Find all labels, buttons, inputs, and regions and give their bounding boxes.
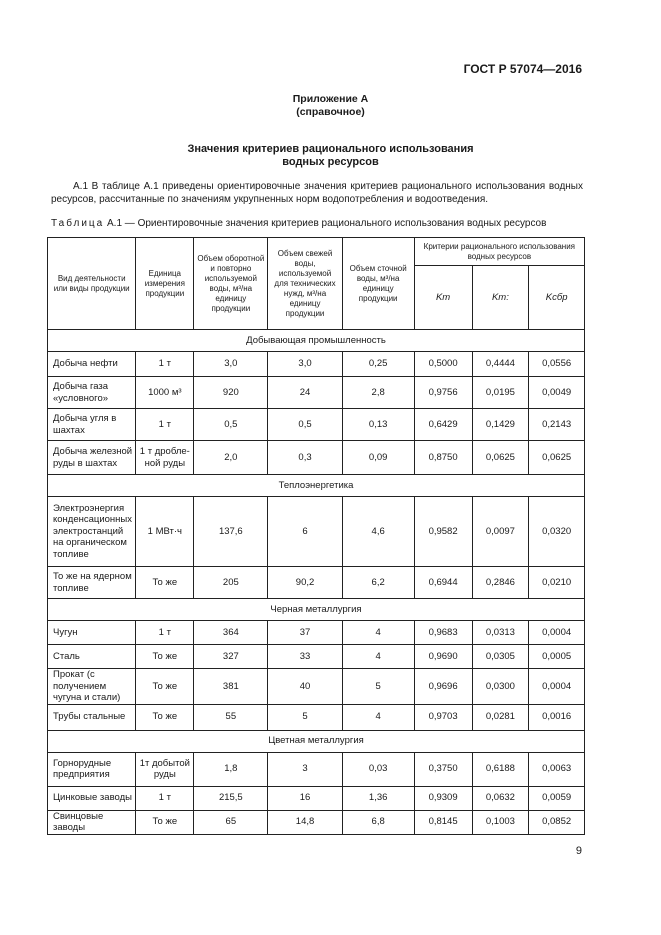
table-row: То же на ядерном топливе То же 205 90,2 6,2 0,6944 0,2846 0,0210 [48, 567, 585, 599]
col-activity-header: Вид деятельности или виды продукции [48, 238, 136, 330]
col-fresh-label: Объем свежей воды, используемой для технических нужд, м³/на единицу продукции [274, 248, 336, 318]
table-row: Трубы стальные То же 55 5 4 0,9703 0,0281 0,0016 [48, 704, 585, 730]
col-recycled-label: Объем оборотной и повторно используемой воды, м³/на единицу продукции [197, 253, 265, 313]
heading-line-1: Значения критериев рационального использования [187, 143, 474, 155]
appendix-type: (справочное) [296, 106, 365, 118]
table-row: Горнорудные предприятия 1т добытой руды 1,8 3 0,03 0,3750 0,6188 0,0063 [48, 752, 585, 786]
col-waste-header [342, 238, 414, 330]
col-recycled-header [194, 238, 268, 330]
col-waste-label: Объем сточной воды, м³/на единицу продукции [349, 263, 407, 303]
col-kt2-header: Kт: [472, 266, 529, 330]
table-row: Цинковые заводы 1 т 215,5 16 1,36 0,9309 0,0632 0,0059 [48, 786, 585, 810]
col-fresh-header [268, 238, 342, 330]
section-title: Цветная металлургия [48, 730, 585, 752]
table-row: Прокат (с получением чугуна и стали) То же 381 40 5 0,9696 0,0300 0,0004 [48, 669, 585, 705]
section-title: Добывающая промышленность [48, 330, 585, 352]
heading-line-2: водных ресурсов [282, 156, 379, 168]
table-row: Свинцовые заводы То же 65 14,8 6,8 0,8145 0,1003 0,0852 [48, 810, 585, 834]
col-unit-header: Единица измерения продукции [136, 238, 194, 330]
page-number: 9 [575, 845, 582, 857]
section-title: Теплоэнергетика [48, 475, 585, 497]
table-row: Сталь То же 327 33 4 0,9690 0,0305 0,0005 [48, 645, 585, 669]
criteria-table [47, 237, 585, 835]
table-row: Электроэнергия конденсационных электростанций на органическом топливе 1 МВт·ч 137,6 6 4,6 0,9582 0,0097 0,0320 [48, 497, 585, 567]
table-row: Добыча нефти 1 т 3,0 3,0 0,25 0,5000 0,4444 0,0556 [48, 352, 585, 377]
standard-number: ГОСТ Р 57074—2016 [463, 62, 582, 76]
appendix-title: Приложение А [292, 93, 369, 105]
table-caption [51, 218, 546, 229]
table-row: Добыча угля в шахтах 1 т 0,5 0,5 0,13 0,6429 0,1429 0,2143 [48, 409, 585, 441]
section-title: Черная металлургия [48, 599, 585, 621]
intro-paragraph: А.1 В таблице А.1 приведены ориентировочные значения критериев рационального использования водных ресурсов, рассчитанные по значениям укрупненных норм водопотребления и водоотведения. [51, 181, 583, 205]
col-criteria-header: Критерии рационального использования водных ресурсов [414, 238, 584, 266]
caption-label: Таблица [51, 218, 105, 229]
col-kt1-header: Kт [414, 266, 472, 330]
caption-text: А.1 — Ориентировочные значения критериев рационального использования водных ресурсов [107, 218, 547, 229]
table-row: Чугун 1 т 364 37 4 0,9683 0,0313 0,0004 [48, 621, 585, 645]
col-ksbr-header: Kсбр [529, 266, 585, 330]
table-row: Добыча газа «условного» 1000 м³ 920 24 2,8 0,9756 0,0195 0,0049 [48, 377, 585, 409]
table-row: Добыча железной руды в шахтах 1 т дробле-ной руды 2,0 0,3 0,09 0,8750 0,0625 0,0625 [48, 441, 585, 475]
